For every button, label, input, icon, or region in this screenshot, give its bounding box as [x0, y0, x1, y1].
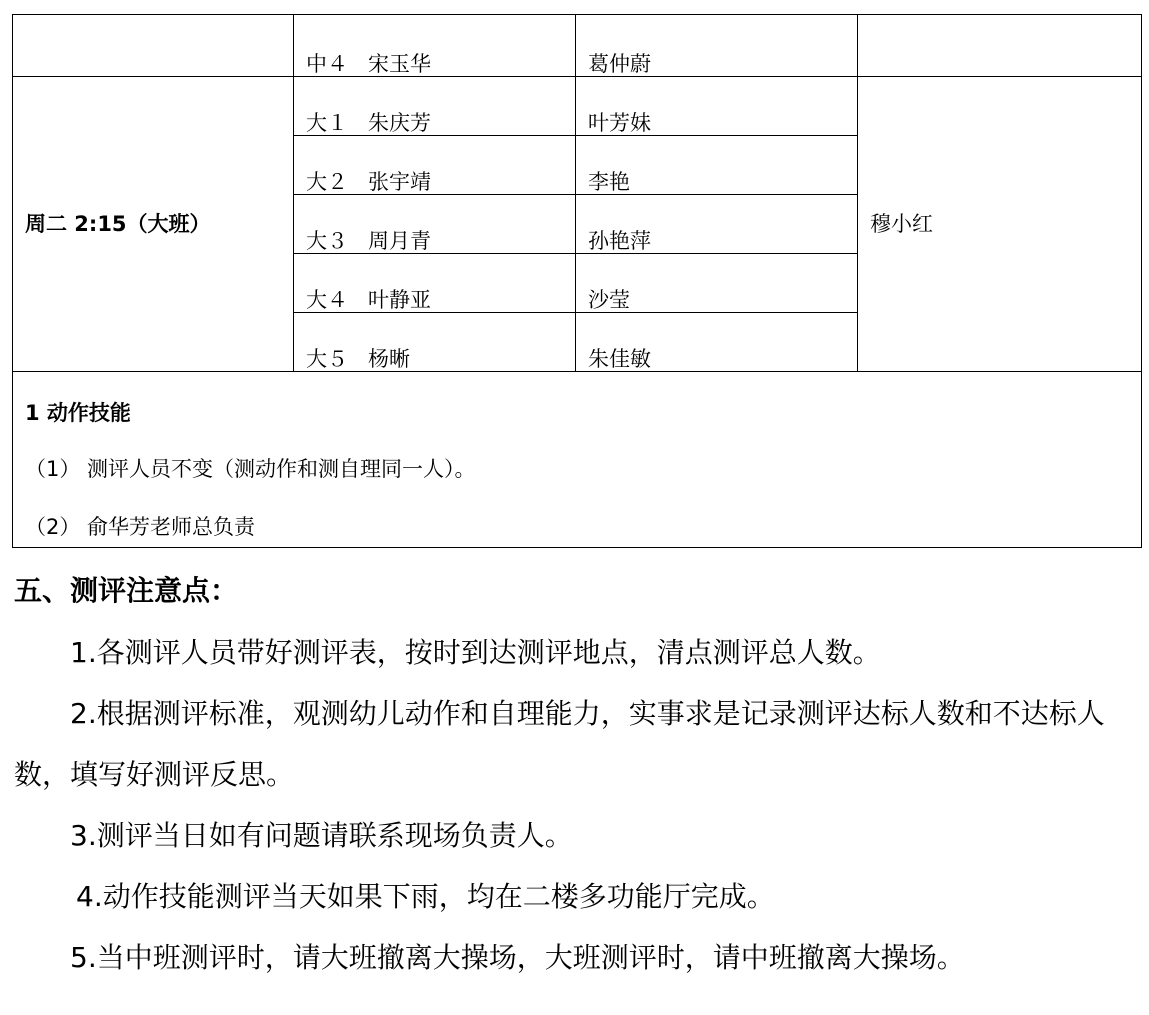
- point-paragraph: [14, 683, 1142, 805]
- class-name: 大２: [306, 170, 348, 194]
- notes-item: （1） 测评人员不变（测动作和测自理同一人）。: [25, 457, 476, 481]
- assessor-cell: 沙莹: [576, 254, 858, 313]
- teacher-name: 张宇靖: [368, 170, 431, 194]
- notes-item: （2） 俞华芳老师总负责: [25, 515, 256, 539]
- time-label-cell: 周二 2:15（大班）: [13, 77, 294, 372]
- table-row: [13, 15, 1142, 77]
- time-cell-empty: [13, 15, 294, 77]
- assessor-cell: 叶芳妹: [576, 77, 858, 136]
- class-teacher-cell: [294, 77, 576, 136]
- class-teacher-cell: [294, 254, 576, 313]
- class-teacher-cell: [294, 313, 576, 372]
- assessor-cell: 李艳: [576, 136, 858, 195]
- class-name: 中４: [306, 52, 348, 76]
- table-row-notes: [13, 372, 1142, 548]
- schedule-table: [12, 14, 1142, 548]
- point-text: 4.动作技能测评当天如果下雨，均在二楼多功能厅完成。: [76, 880, 775, 913]
- class-teacher-cell: [294, 15, 576, 77]
- teacher-name: 宋玉华: [368, 52, 431, 76]
- class-teacher-cell: [294, 136, 576, 195]
- assessor-cell: 孙艳萍: [576, 195, 858, 254]
- point-text: 1.各测评人员带好测评表，按时到达测评地点，清点测评总人数。: [70, 636, 881, 669]
- section-title: 五、测评注意点：: [14, 574, 239, 607]
- point-paragraph: [14, 622, 1142, 683]
- supervisor-cell: 穆小红: [858, 77, 1142, 372]
- class-teacher-cell: [294, 195, 576, 254]
- class-name: 大３: [306, 229, 348, 253]
- assessor-cell: 葛仲蔚: [576, 15, 858, 77]
- class-name: 大５: [306, 347, 348, 371]
- class-name: 大４: [306, 288, 348, 312]
- point-paragraph: [14, 805, 1142, 866]
- teacher-name: 周月青: [368, 229, 431, 253]
- teacher-name: 杨晰: [368, 347, 410, 371]
- point-paragraph: [14, 927, 1142, 988]
- notes-cell: [13, 372, 1142, 548]
- supervisor-cell-empty: [858, 15, 1142, 77]
- class-name: 大１: [306, 111, 348, 135]
- teacher-name: 叶静亚: [368, 288, 431, 312]
- point-text: 5.当中班测评时，请大班撤离大操场，大班测评时，请中班撤离大操场。: [70, 941, 965, 974]
- assessor-cell: 朱佳敏: [576, 313, 858, 372]
- table-row: [13, 77, 1142, 136]
- point-text: 3.测评当日如有问题请联系现场负责人。: [70, 819, 573, 852]
- teacher-name: 朱庆芳: [368, 111, 431, 135]
- notes-heading: 1 动作技能: [25, 401, 131, 425]
- point-text: 2.根据测评标准，观测幼儿动作和自理能力，实事求是记录测评达标人数和不达标人数，填写好测评反思。: [14, 697, 1105, 791]
- point-paragraph: [14, 866, 1142, 927]
